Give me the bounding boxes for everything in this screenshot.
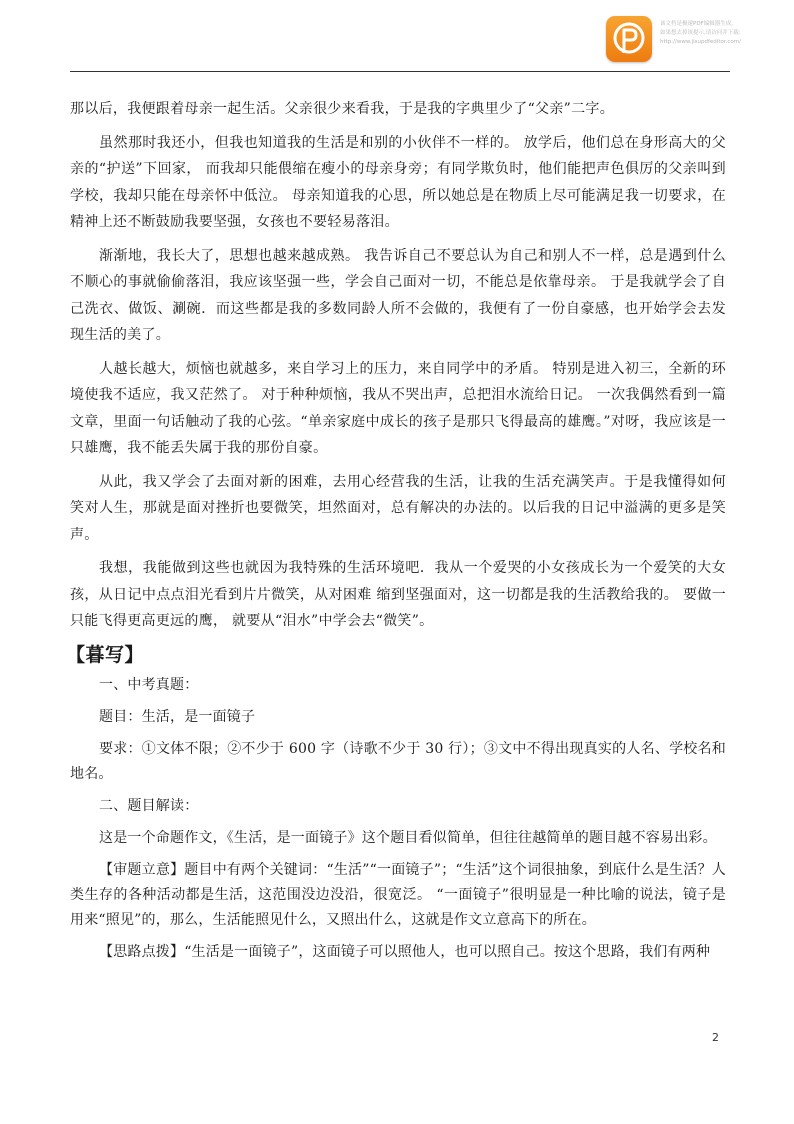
watermark-note (660, 20, 770, 47)
page-number: 2 (712, 1031, 719, 1044)
section-paragraph: 要求：①文体不限；②不少于 600 字（诗歌不少于 30 行）；③文中不得出现真实的人名、学校名和地名。 (70, 740, 726, 782)
section-paragraph: 二、题目解读： (99, 797, 199, 814)
section-paragraph: 题目：生活，是一面镜子 (99, 708, 256, 725)
story-paragraph: 从此，我又学会了去面对新的困难，去用心经营我的生活，让我的生活充满笑声。于是我懂得如何笑对人生，那就是面对挫折也要微笑，坦然面对，总有解决的办法的。以后我的日记中溢满的更多是笑声。 (70, 473, 726, 543)
header-divider (70, 71, 730, 72)
pdf-editor-logo-icon (606, 16, 652, 62)
section-paragraph: 这是一个命题作文，《生活，是一面镜子》这个题目看似简单，但往往越简单的题目越不容易出彩。 (99, 829, 717, 846)
story-paragraph: 我想，我能做到这些也就因为我特殊的生活环境吧．我从一个爱哭的小女孩成长为一个爱笑的大女孩，从日记中点点泪光看到片片微笑，从对困难 缩到坚强面对，这一切都是我的生活教给我的。 要做一只能飞得更高更远的鹰， 就要从“泪水”中学会去“微笑”。 (70, 560, 726, 629)
story-paragraph: 虽然那时我还小，但我也知道我的生活是和别的小伙伴不一样的。 放学后，他们总在身形高大的父亲的“护送”下回家， 而我却只能偎缩在瘦小的母亲身旁；有同学欺负时，他们能把声色俱厉的父亲叫到学校，我却只能在母亲怀中低泣。 母亲知道我的心思，所以她总是在物质上尽可能满足我一切要求，在精神上还不断鼓励我要坚强，女孩也不要轻易落泪。 (70, 134, 726, 230)
letter-p-icon (606, 16, 652, 62)
story-paragraph: 人越长越大，烦恼也就越多，来自学习上的压力，来自同学中的矛盾。 特别是进入初三，全新的环境使我不适应，我又茫然了。 对于种种烦恼，我从不哭出声，总把泪水流给日记。 一次我偶然看到一篇文章，里面一句话触动了我的心弦。“单亲家庭中成长的孩子是那只飞得最高的雄鹰。”对呀，我应该是一只雄鹰，我不能丢失属于我的那份自豪。 (70, 360, 726, 456)
watermark-note-line: http://www.jisupdfeditor.com/ (660, 39, 741, 45)
watermark-note-line: 该文档是极速PDF编辑器生成, (660, 21, 733, 27)
section-heading: 【暮写】 (66, 643, 145, 666)
section-paragraph: 一、中考真题： (99, 676, 199, 693)
page-body (66, 96, 726, 965)
section-paragraph: 【审题立意】题目中有两个关键词：“生活”“一面镜子”；“生活”这个词很抽象，到底什么是生活？人类生存的各种活动都是生活，这范围没边没沿，很宽泛。 “一面镜子”很明显是一种比喻的说法，镜子是用来“照见”的，那么，生活能照见什么，又照出什么，这就是作文立意高下的所在。 (70, 861, 726, 928)
watermark-note-line: 如果想去掉该提示,请访问并下载: (660, 30, 741, 36)
story-paragraph: 那以后，我便跟着母亲一起生活。父亲很少来看我，于是我的字典里少了“父亲”二字。 (70, 101, 615, 117)
section-paragraph: 【思路点拨】“生活是一面镜子”，这面镜子可以照他人，也可以照自己。按这个思路，我们有两种 (99, 943, 711, 960)
story-paragraph: 渐渐地，我长大了，思想也越来越成熟。 我告诉自己不要总认为自己和别人不一样，总是遇到什么不顺心的事就偷偷落泪，我应该坚强一些，学会自己面对一切，不能总是依靠母亲。 于是我就学会了自己洗衣、做饭、涮碗．而这些都是我的多数同龄人所不会做的，我便有了一份自豪感，也开始学会去发现生活的美了。 (70, 247, 726, 343)
